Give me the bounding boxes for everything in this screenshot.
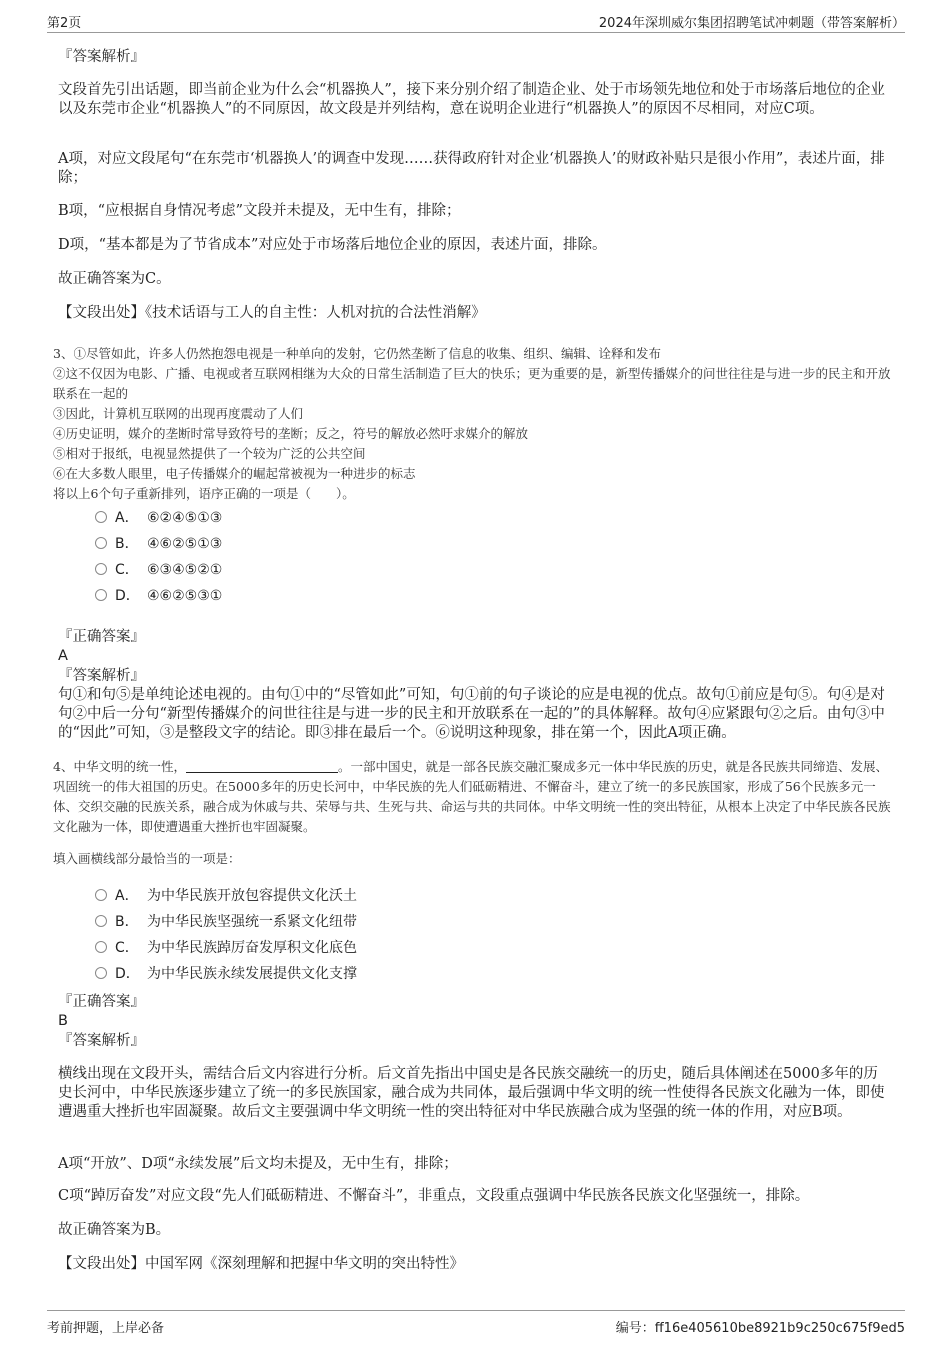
radio-icon[interactable] (95, 563, 107, 575)
radio-icon[interactable] (95, 589, 107, 601)
analysis-paragraph: 文段首先引出话题，即当前企业为什么会“机器换人”，接下来分别介绍了制造企业、处于市场领先地位和处于市场落后地位的企业以及东莞市企业“机器换人”的不同原因，故文段是并列结构，意在说明企业进行“机器换人”的原因不尽相同，对应C项。 (58, 82, 885, 117)
analysis-label: 『答案解析』 (58, 1033, 145, 1049)
correct-answer: B (58, 1013, 68, 1029)
analysis-paragraph: A项，对应文段尾句“在东莞市‘机器换人’的调查中发现……获得政府针对企业‘机器换人’的财政补贴只是很小作用”，表述片面，排除； (58, 151, 885, 186)
radio-icon[interactable] (95, 511, 107, 523)
analysis-paragraph: C项“踔厉奋发”对应文段“先人们砥砺精进、不懈奋斗”，非重点，文段重点强调中华民族各民族文化坚强统一，排除。 (58, 1188, 810, 1204)
correct-answer: A (58, 648, 68, 664)
source-citation: 【文段出处】中国军网《深刻理解和把握中华文明的突出特性》 (58, 1256, 464, 1272)
analysis-paragraph: 句①和句⑤是单纯论述电视的。由句①中的“尽管如此”可知，句①前的句子谈论的应是电视的优点。故句①前应是句⑤。句④是对句②中后一分句“新型传播媒介的问世往往是与进一步的民主和开放联系在一起的”的具体解释。故句④应紧跟句②之后。由句③中的“因此”可知，③是整段文字的结论。即③排在最后一个。⑥说明这种现象，排在第一个，因此A项正确。 (58, 687, 885, 741)
question-line: ②这不仅因为电影、广播、电视或者互联网相继为大众的日常生活制造了巨大的快乐；更为重要的是，新型传播媒介的问世往往是与进一步的民主和开放联系在一起的 (53, 366, 891, 401)
question-line: ③因此，计算机互联网的出现再度震动了人们 (53, 406, 304, 421)
question-prompt: 填入画横线部分最恰当的一项是： (53, 851, 241, 866)
analysis-paragraph: A项“开放”、D项“永续发展”后文均未提及，无中生有，排除； (58, 1156, 458, 1172)
answer-conclusion: 故正确答案为C。 (58, 271, 171, 287)
question-line: ⑤相对于报纸，电视显然提供了一个较为广泛的公共空间 (53, 446, 366, 461)
analysis-paragraph: B项，“应根据自身情况考虑”文段并未提及，无中生有，排除； (58, 203, 461, 219)
question-stem: 4、中华文明的统一性， 。一部中国史，就是一部各民族交融汇聚成多元一体中华民族的历史，就是各民族共同缔造、发展、巩固统一的伟大祖国的历史。在5000多年的历史长河中，中华民族的先人们砥砺精进、不懈奋斗，建立了统一的多民族国家，形成了56个民族多元一体、交织交融的民族关系，融合成为休戚与共、荣辱与共、生死与共、命运与共的共同体。中华文明统一性的突出特征，从根本上决定了中华民族各民族文化融为一体，即使遭遇重大挫折也牢固凝聚。 (53, 759, 891, 834)
analysis-paragraph: 横线出现在文段开头，需结合后文内容进行分析。后文首先指出中国史是各民族交融统一的历史，随后具体阐述在5000多年的历史长河中，中华民族逐步建立了统一的多民族国家，融合成为共同体，最后强调中华文明的统一性使得各民族文化融为一体，即使遭遇重大挫折也牢固凝聚。故后文主要强调中华文明统一性的突出特征对中华民族融合成为坚强的统一体的作用，对应B项。 (58, 1066, 885, 1120)
radio-icon[interactable] (95, 537, 107, 549)
radio-icon[interactable] (95, 941, 107, 953)
option-b[interactable]: B． ④⑥②⑤①③ (95, 535, 222, 553)
option-b[interactable]: B． 为中华民族坚强统一系紧文化纽带 (95, 913, 357, 931)
option-d[interactable]: D． ④⑥②⑤③① (95, 587, 222, 605)
radio-icon[interactable] (95, 967, 107, 979)
page-header (47, 10, 905, 33)
page-number: 第2页 (47, 16, 82, 31)
source-citation: 【文段出处】《技术话语与工人的自主性：人机对抗的合法性消解》 (58, 305, 486, 321)
question-line: ④历史证明，媒介的垄断时常导致符号的垄断；反之，符号的解放必然吁求媒介的解放 (53, 426, 529, 441)
analysis-label: 『答案解析』 (58, 668, 145, 684)
question-prompt: 将以上6个句子重新排列，语序正确的一项是（ ）。 (53, 486, 355, 501)
correct-answer-label: 『正确答案』 (58, 994, 145, 1010)
radio-icon[interactable] (95, 889, 107, 901)
footer-slogan: 考前押题，上岸必备 (47, 1321, 165, 1336)
option-c[interactable]: C． 为中华民族踔厉奋发厚积文化底色 (95, 939, 357, 957)
option-c[interactable]: C． ⑥③④⑤②① (95, 561, 222, 579)
correct-answer-label: 『正确答案』 (58, 629, 145, 645)
option-a[interactable]: A． ⑥②④⑤①③ (95, 509, 222, 527)
document-title: 2024年深圳威尔集团招聘笔试冲刺题（带答案解析） (598, 16, 905, 31)
analysis-paragraph: D项，“基本都是为了节省成本”对应处于市场落后地位企业的原因，表述片面，排除。 (58, 237, 607, 253)
radio-icon[interactable] (95, 915, 107, 927)
fill-blank (186, 760, 338, 773)
question-line: ⑥在大多数人眼里，电子传播媒介的崛起常被视为一种进步的标志 (53, 466, 416, 481)
question-line: 3、①尽管如此，许多人仍然抱怨电视是一种单向的发射，它仍然垄断了信息的收集、组织、编辑、诠释和发布 (53, 346, 661, 361)
analysis-label: 『答案解析』 (58, 49, 145, 65)
option-d[interactable]: D． 为中华民族永续发展提供文化支撑 (95, 965, 357, 983)
page-footer (47, 1310, 905, 1336)
option-a[interactable]: A． 为中华民族开放包容提供文化沃土 (95, 887, 357, 905)
answer-conclusion: 故正确答案为B。 (58, 1222, 171, 1238)
document-id: 编号：ff16e405610be8921b9c250c675f9ed5 (615, 1321, 905, 1336)
